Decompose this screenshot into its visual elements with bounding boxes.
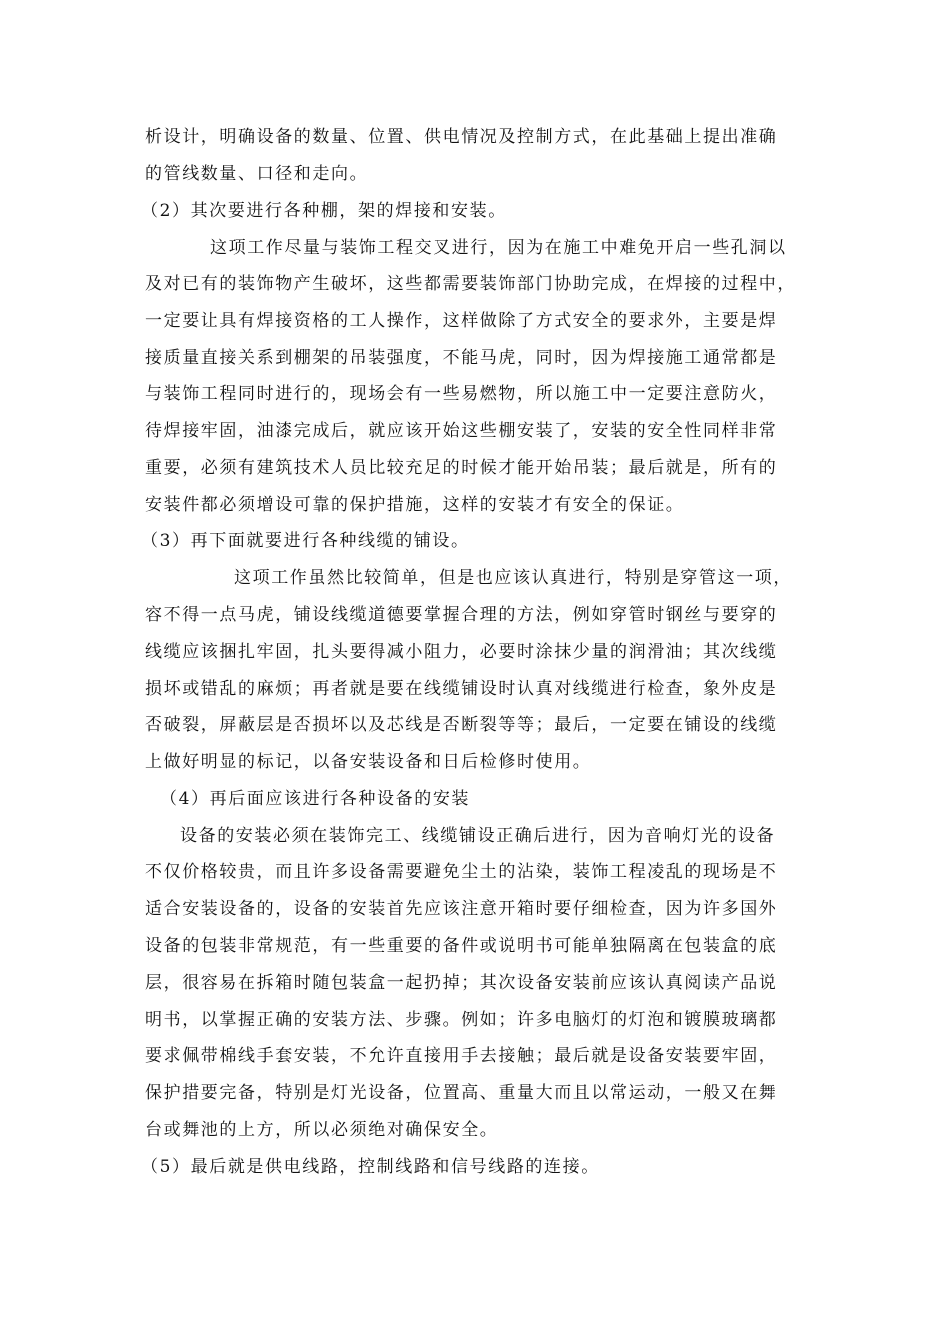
paragraph-line: 安装件都必须增设可靠的保护措施，这样的安装才有安全的保证。: [145, 495, 685, 515]
paragraph-line: 保护措要完备，特别是灯光设备，位置高、重量大而且以常运动，一般又在舞: [145, 1083, 778, 1103]
paragraph-line: 重要，必须有建筑技术人员比较充足的时候才能开始吊装；最后就是，所有的: [145, 458, 778, 478]
paragraph-line: 不仅价格较贵，而且许多设备需要避免尘土的沾染，装饰工程凌乱的现场是不: [145, 862, 778, 882]
paragraph-line: 设备的包装非常规范，有一些重要的备件或说明书可能单独隔离在包装盒的底: [145, 936, 778, 956]
paragraph-line: 这项工作虽然比较简单，但是也应该认真进行，特别是穿管这一项，: [234, 568, 792, 588]
paragraph-line: 层，很容易在拆箱时随包装盒一起扔掉；其次设备安装前应该认真阅读产品说: [145, 973, 778, 993]
paragraph-line: 适合安装设备的，设备的安装首先应该注意开箱时要仔细检查，因为许多国外: [145, 899, 778, 919]
paragraph-line: 容不得一点马虎，铺设线缆道德要掌握合理的方法，例如穿管时钢丝与要穿的: [145, 605, 778, 625]
paragraph-line: 接质量直接关系到棚架的吊装强度，不能马虎，同时，因为焊接施工通常都是: [145, 348, 778, 368]
paragraph-line: 线缆应该捆扎牢固，扎头要得减小阻力，必要时涂抹少量的润滑油；其次线缆: [145, 642, 778, 662]
paragraph-line: 待焊接牢固，油漆完成后，就应该开始这些棚安装了，安装的安全性同样非常: [145, 421, 778, 441]
paragraph-line: 设备的安装必须在装饰完工、线缆铺设正确后进行，因为音响灯光的设备: [180, 826, 776, 846]
section-heading-3: （3）再下面就要进行各种线缆的铺设。: [141, 531, 470, 551]
paragraph-line: 一定要让具有焊接资格的工人操作，这样做除了方式安全的要求外，主要是焊: [145, 311, 778, 331]
paragraph-line: 损坏或错乱的麻烦；再者就是要在线缆铺设时认真对线缆进行检查，象外皮是: [145, 679, 778, 699]
section-heading-4: （4）再后面应该进行各种设备的安装: [160, 789, 471, 809]
paragraph-line: 的管线数量、口径和走向。: [145, 164, 369, 184]
paragraph-line: 与装饰工程同时进行的，现场会有一些易燃物，所以施工中一定要注意防火，: [145, 384, 778, 404]
paragraph-line: 要求佩带棉线手套安装，不允许直接用手去接触；最后就是设备安装要牢固，: [145, 1046, 778, 1066]
paragraph-line: 析设计，明确设备的数量、位置、供电情况及控制方式，在此基础上提出准确: [145, 127, 778, 147]
paragraph-line: 上做好明显的标记，以备安装设备和日后检修时使用。: [145, 752, 592, 772]
paragraph-line: 及对已有的装饰物产生破坏，这些都需要装饰部门协助完成，在焊接的过程中，: [145, 274, 796, 294]
paragraph-line: 明书，以掌握正确的安装方法、步骤。例如；许多电脑灯的灯泡和镀膜玻璃都: [145, 1010, 778, 1030]
paragraph-line: 台或舞池的上方，所以必须绝对确保安全。: [145, 1120, 499, 1140]
section-heading-2: （2）其次要进行各种棚，架的焊接和安装。: [141, 201, 507, 221]
paragraph-line: 否破裂，屏蔽层是否损坏以及芯线是否断裂等等；最后，一定要在铺设的线缆: [145, 715, 778, 735]
section-heading-5: （5）最后就是供电线路，控制线路和信号线路的连接。: [141, 1157, 600, 1177]
paragraph-line: 这项工作尽量与装饰工程交叉进行，因为在施工中难免开启一些孔洞以: [210, 238, 787, 258]
